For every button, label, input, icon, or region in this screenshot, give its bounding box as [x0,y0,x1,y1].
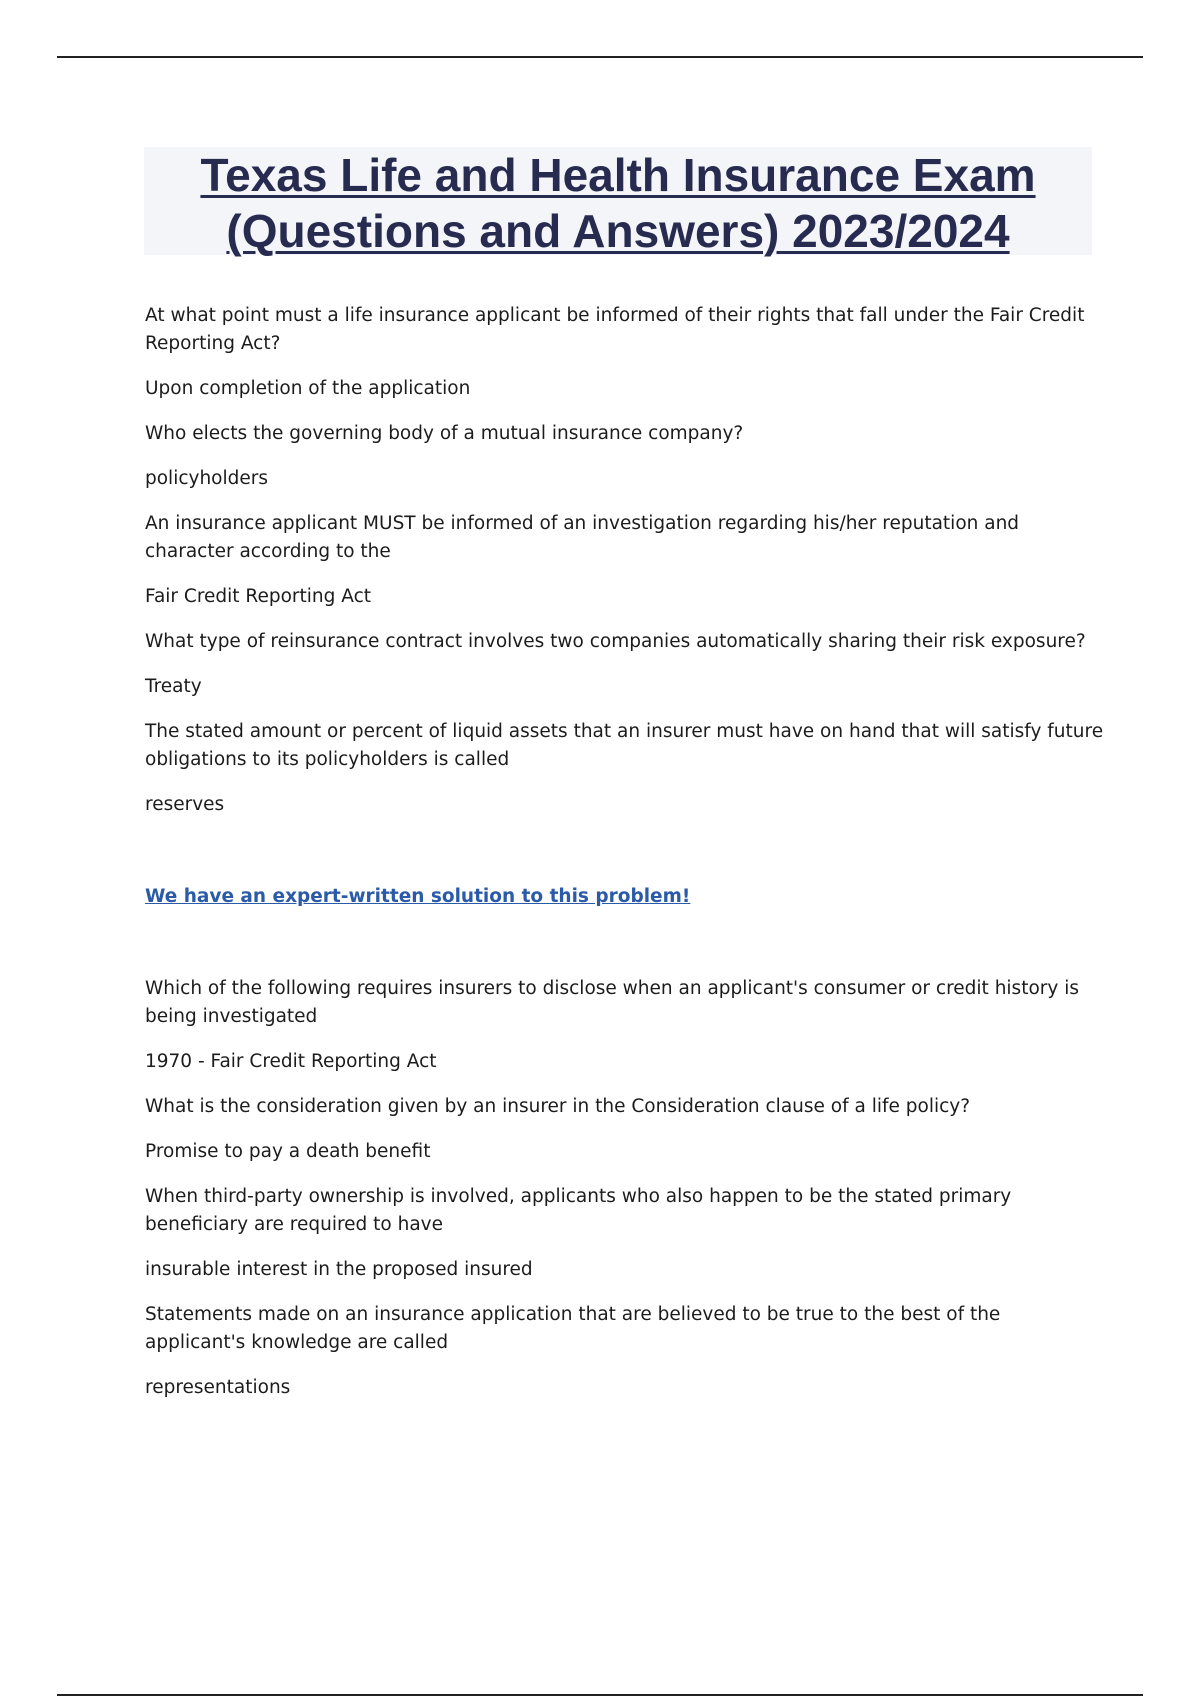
answer-text: 1970 - Fair Credit Reporting Act [145,1051,437,1072]
answer-text: representations [145,1377,291,1398]
qa-item [145,628,1105,701]
page-title-line-1: Texas Life and Health Insurance Exam [200,149,1036,201]
answer-text: Treaty [145,676,202,697]
question-text: When third-party ownership is involved, applicants who also happen to be the stated primary beneficiary are required to have [145,1186,1012,1235]
qa-content [145,302,1105,1419]
qa-item [145,420,1105,493]
bottom-rule [57,1694,1143,1696]
title-banner [144,147,1092,255]
answer-text: insurable interest in the proposed insured [145,1259,533,1280]
top-rule [57,56,1143,58]
qa-item [145,975,1105,1076]
expert-solution-link[interactable]: We have an expert-written solution to this problem! [145,886,691,907]
question-text: Who elects the governing body of a mutual insurance company? [145,423,744,444]
answer-text: Upon completion of the application [145,378,471,399]
qa-item [145,1301,1105,1402]
qa-group-1 [145,302,1105,819]
qa-item [145,1093,1105,1166]
answer-text: reserves [145,794,225,815]
question-text: Which of the following requires insurers to disclose when an applicant's consumer or credit history is being investigated [145,978,1079,1027]
qa-item [145,1183,1105,1284]
question-text: The stated amount or percent of liquid assets that an insurer must have on hand that will satisfy future obligations to its policyholders is called [145,721,1104,770]
answer-text: Promise to pay a death benefit [145,1141,431,1162]
answer-text: policyholders [145,468,269,489]
question-text: At what point must a life insurance applicant be informed of their rights that fall under the Fair Credit Reporting Act? [145,305,1085,354]
qa-group-2 [145,975,1105,1402]
page-title-line-2: (Questions and Answers) 2023/2024 [226,205,1010,257]
qa-item [145,718,1105,819]
expert-solution-row [145,883,1105,911]
qa-item [145,302,1105,403]
question-text: What is the consideration given by an insurer in the Consideration clause of a life policy? [145,1096,971,1117]
answer-text: Fair Credit Reporting Act [145,586,371,607]
qa-item [145,510,1105,611]
question-text: Statements made on an insurance application that are believed to be true to the best of the applicant's knowledge are called [145,1304,1001,1353]
question-text: What type of reinsurance contract involves two companies automatically sharing their risk exposure? [145,631,1086,652]
question-text: An insurance applicant MUST be informed of an investigation regarding his/her reputation and character according to the [145,513,1020,562]
